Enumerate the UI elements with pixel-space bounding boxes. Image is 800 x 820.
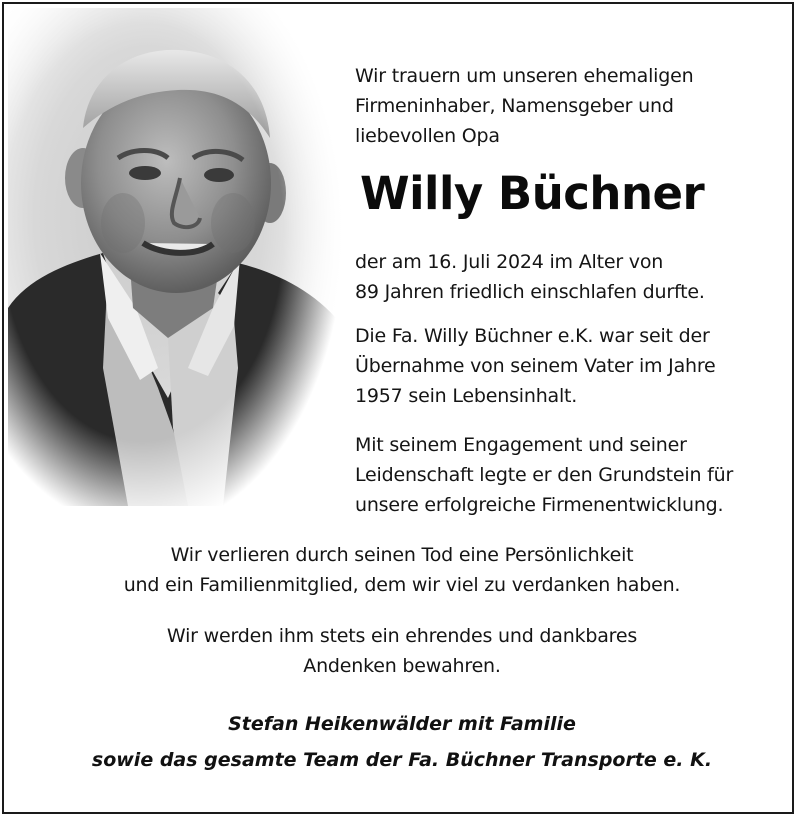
text-line: der am 16. Juli 2024 im Alter von: [355, 251, 664, 273]
company-history: [355, 321, 785, 411]
portrait-photo: [8, 8, 344, 506]
death-details: [355, 247, 785, 307]
intro-line: liebevollen Opa: [355, 125, 500, 147]
text-line: Wir werden ihm stets ein ehrendes und dankbares: [166, 625, 638, 647]
signature-team: sowie das gesamte Team der Fa. Büchner Transporte e. K.: [91, 749, 713, 771]
closing-statement: [4, 540, 800, 600]
text-line: 1957 sein Lebensinhalt.: [355, 385, 578, 407]
text-line: Andenken bewahren.: [303, 655, 501, 677]
text-line: Wir verlieren durch seinen Tod eine Persönlichkeit: [170, 544, 634, 566]
obituary-notice: [2, 2, 794, 814]
text-line: Übernahme von seinem Vater im Jahre: [355, 355, 716, 377]
intro-line: Wir trauern um unseren ehemaligen: [355, 65, 694, 87]
text-line: Mit seinem Engagement und seiner: [355, 434, 687, 456]
text-line: Die Fa. Willy Büchner e.K. war seit der: [355, 325, 710, 347]
deceased-name: Willy Büchner: [360, 167, 705, 220]
portrait-illustration: [8, 8, 344, 506]
engagement-text: [355, 430, 785, 520]
signature-family: Stefan Heikenwälder mit Familie: [228, 713, 576, 735]
intro-line: Firmeninhaber, Namensgeber und: [355, 95, 674, 117]
intro-text: [355, 61, 775, 151]
text-line: und ein Familienmitglied, dem wir viel zu verdanken haben.: [123, 574, 681, 596]
text-line: unsere erfolgreiche Firmenentwicklung.: [355, 494, 724, 516]
text-line: Leidenschaft legte er den Grundstein für: [355, 464, 734, 486]
text-line: 89 Jahren friedlich einschlafen durfte.: [355, 281, 705, 303]
remembrance-statement: [4, 621, 800, 681]
